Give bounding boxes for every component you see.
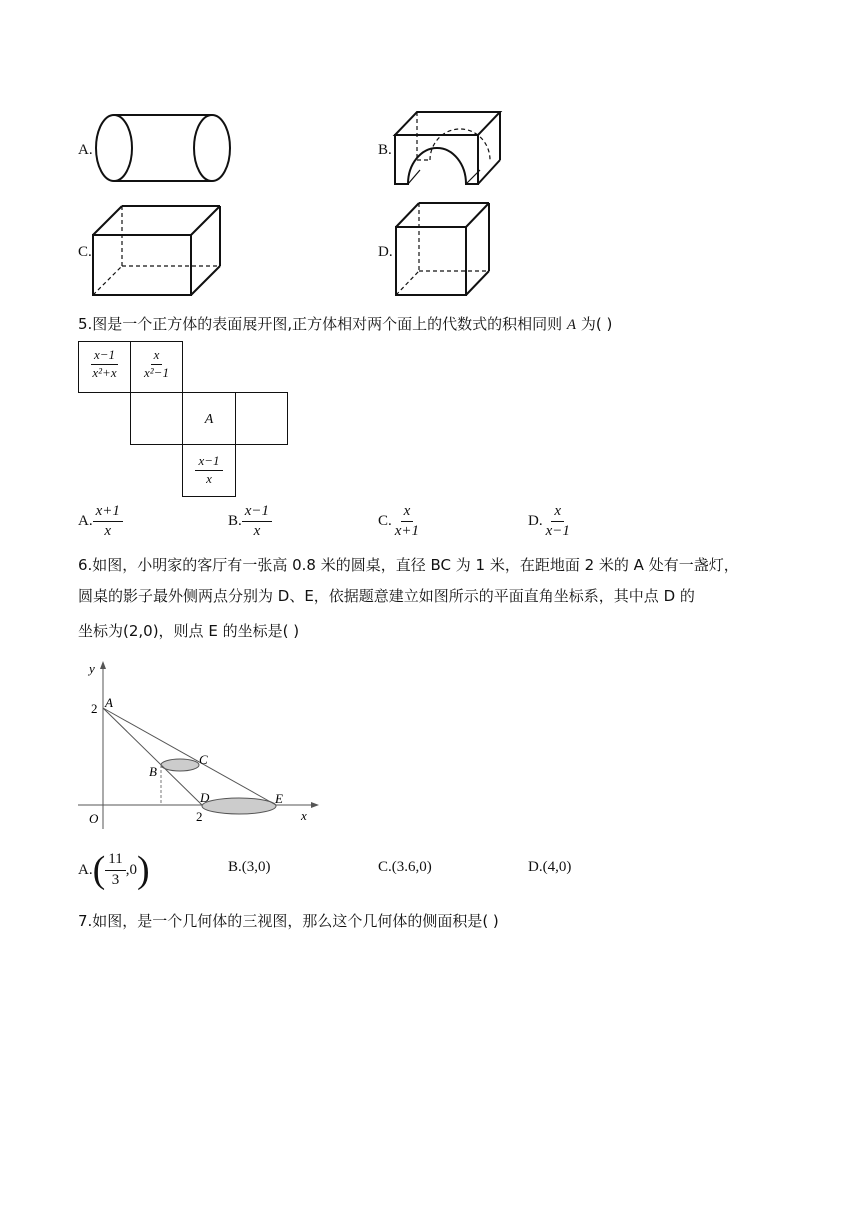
x-tick-2: 2: [196, 809, 203, 824]
q5-option-c[interactable]: C. $\frac{x}{x+1}$: [378, 503, 420, 540]
q6-stem-line-2: 圆桌的影子最外侧两点分别为 D、E，依据题意建立如图所示的平面直角坐标系，其中点 D 的: [78, 587, 695, 605]
q4-option-c-cuboid-figure: [90, 203, 225, 298]
net-cell-a: A: [182, 392, 236, 445]
y-tick-2: 2: [91, 701, 98, 716]
q4-option-c-label: C.: [78, 244, 92, 260]
q4-option-a-cylinder-figure: [92, 112, 237, 187]
net-cell-1: $\frac{x-1}{\text{x²+x}}$: [78, 341, 131, 393]
q5-option-a[interactable]: A. $\frac{x+1}{x}$: [78, 503, 123, 541]
q5-stem: 5.图是一个正方体的表面展开图,正方体相对两个面上的代数式的积相同则 A 为( ): [78, 315, 613, 333]
q6-coordinate-figure: [75, 655, 325, 835]
q5-cube-net: [78, 341, 290, 498]
q6-option-a[interactable]: A. ( $\frac{11}{3}$ ,0 ): [78, 849, 150, 891]
point-e-label: E: [275, 791, 283, 806]
q4-option-d-cube-figure: [393, 200, 493, 298]
q7-stem: 7.如图，是一个几何体的三视图，那么这个几何体的侧面积是( ): [78, 912, 499, 930]
point-a-label: A: [105, 695, 113, 710]
q6-option-d[interactable]: D. (4,0): [528, 859, 572, 875]
q4-option-b-label: B.: [378, 142, 392, 158]
q6-option-b[interactable]: B. (3,0): [228, 859, 271, 875]
net-cell-blank-2: [235, 392, 288, 445]
point-d-label: D: [200, 790, 210, 805]
q4-option-a-label: A.: [78, 142, 93, 158]
q4-option-b-arch-block-figure: [390, 108, 505, 193]
point-b-label: B: [149, 764, 157, 779]
q5-option-b[interactable]: B. $\frac{x-1}{x}$: [228, 503, 272, 541]
q6-stem-line-3: 坐标为(2,0)，则点 E 的坐标是( ): [78, 622, 300, 640]
x-axis-label: x: [301, 808, 307, 823]
y-axis-label: y: [89, 661, 95, 676]
q4-option-d-label: D.: [378, 244, 393, 260]
net-cell-4: $\frac{x-1}{x}$: [182, 444, 236, 497]
point-c-label: C: [199, 752, 208, 767]
q6-option-c[interactable]: C. (3.6,0): [378, 859, 432, 875]
net-cell-blank-1: [130, 392, 183, 445]
net-cell-2: $\frac{x}{\text{x²−1}}$: [130, 341, 183, 393]
q5-option-d[interactable]: D. $\frac{x}{x-1}$: [528, 503, 570, 540]
q6-stem-line-1: 6.如图，小明家的客厅有一张高 0.8 米的圆桌，直径 BC 为 1 米，在距地面 2 米的 A 处有一盏灯，: [78, 556, 739, 574]
origin-label: O: [89, 811, 99, 826]
